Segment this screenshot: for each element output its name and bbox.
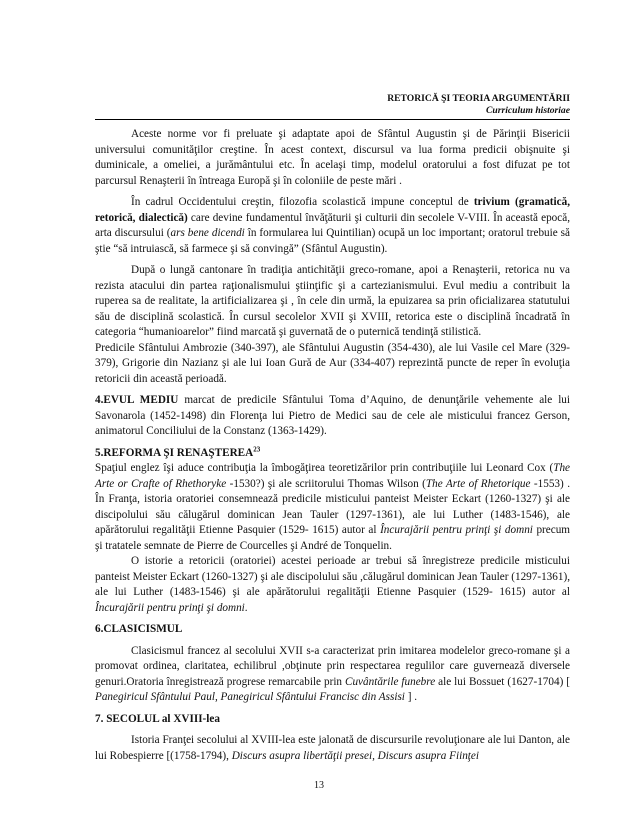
paragraph-4: Predicile Sfântului Ambrozie (340-397), ale Sfântului Augustin (354-430), ale lui Vasile cel Mare (329-379), Grigorie din Nazianz şi ale lui Ioan Gură de Aur (334-407) reprezintă puncte de reper în evoluţia retoricii din această perioadă. — [95, 341, 570, 385]
trivium-term: trivium — [473, 196, 510, 208]
s5-text-a: Spaţiul englez îşi aduce contribuţia la îmbogăţirea teoretizărilor prin contribuţiile lui Leonard Cox ( — [95, 462, 554, 474]
section-6-heading: 6.CLASICISMUL — [95, 623, 183, 635]
s5-text-c: -1530?) şi ale scriitorului Thomas Wilson ( — [226, 477, 426, 490]
s5-text-e: -1553) . În Franţa, istoria oratoriei consemnează predicile misticului panteist Meister Eckart (1260-1327) şi ale discipolului său călugărul dominican Jean Tauler (1297-1361), ale lui Luther (1483-1546), ale apărătorului regalităţii Etienne Pasquier (1529- 1615) autor al — [95, 477, 570, 536]
p2-text-e: în formularea lui Quintilian) ocupă un loc important; oratorul trebuie să ştie “să intruiască, să farmece şi să convingă” (Sfântul Augustin). — [95, 227, 570, 255]
section-evul-mediu — [95, 393, 570, 440]
section-4-heading: 4.EVUL MEDIU — [95, 394, 179, 406]
running-header — [387, 93, 570, 117]
s7-text-a: Istoria Franţei secolului al XVIII-lea este jalonată de discursurile revoluţionare ale lui Danton, ale lui Robespierre [(1758-1794), — [95, 734, 570, 762]
header-title: RETORICĂ ŞI TEORIA ARGUMENTĂRII — [387, 93, 570, 104]
s5-p2-text-a: O istorie a retoricii (oratoriei) acestei perioade ar trebui să înregistreze predicile misticului panteist Meister Eckart (1260-1327) şi ale discipolului său ,călugărul dominican Jean Tauler (1297-1361), ale lui Luther (1483-1546) şi ale apărătorului regalităţii Etienne Pasquier (1529- 1615) autor al — [95, 555, 570, 598]
section-4-text: marcat de predicile Sfântului Toma d’Aquino, de denunţările vehemente ale lui Savonarola (1452-1498) din Florenţa lui Pietro de Medici sau de cele ale misticului francez Gerson, animatorul Conciliului de la Constanz (1363-1429). — [95, 394, 571, 437]
p2-text-c: care devine fundamentul învăţăturii şi culturii din secolele V-VIII. În această epocă, arta discursului ( — [95, 211, 570, 239]
page-number: 13 — [314, 780, 324, 791]
robespierre-titles: Discurs asupra libertăţii presei, Discurs asupra Fiinţei — [231, 749, 479, 762]
trivium-list: (gramatică, retorică, dialectică) — [95, 196, 570, 224]
cox-title: The Arte or Crafte of Rhethoryke — [95, 462, 570, 490]
section-7-paragraph — [95, 733, 570, 764]
s5-p2-text-c: . — [244, 601, 248, 614]
section-6-paragraph — [95, 644, 570, 706]
section-5-paragraph-2 — [95, 554, 570, 616]
paragraph-2 — [95, 195, 570, 257]
section-5-paragraph-1 — [95, 461, 570, 554]
header-rule — [95, 119, 570, 120]
ars-bene-dicendi: ars bene dicendi — [170, 227, 245, 239]
header-subtitle: Curriculum historiae — [486, 105, 570, 116]
p2-text-a: În cadrul Occidentului creştin, filozofia scolastică impune conceptul de — [131, 196, 474, 208]
paragraph-1: Aceste norme vor fi preluate şi adaptate apoi de Sfântul Augustin şi de Părinţii Bisericii universului comunităţilor creştine. În acest context, discursul va lua forma predicii obişnuite şi duminicale, a omeliei, a jurământului etc. În acelaşi timp, modelul oratorului a fost difuzat pe tot parcursul Renaşterii în întreaga Europă şi în coloniile de peste mări . — [95, 128, 570, 187]
pasquier-title: Încurajării pentru prinţi şi domni — [380, 524, 533, 536]
section-7-heading: 7. SECOLUL al XVIII-lea — [95, 712, 220, 725]
s5-text-g: precum şi tratatele semnate de Pierre de Courcelles şi André de Tonquelin. — [95, 524, 571, 552]
footnote-ref-23: 23 — [253, 444, 261, 453]
s6-text-a: Clasicismul francez al secolului XVII s-a caracterizat prin imitarea modelelor greco-romane şi a promovat ordinea, claritatea, echilibrul ,obţinute prin respectarea regulilor care guvernează diversele genuri.Oratoria înregistrează progrese remarcabile prin — [95, 644, 570, 688]
s6-text-c: ale lui Bossuet (1627-1704) [ — [435, 675, 570, 688]
bossuet-panegirice: Panegiricul Sfântului Paul, Panegiricul Sfântului Francisc din Assisi — [95, 691, 405, 703]
bossuet-funebre: Cuvântările funebre — [345, 675, 436, 688]
paragraph-3: După o lungă cantonare în tradiţia antichităţii greco-romane, apoi a Renaşterii, retorica nu va rezista atacului din partea raţionalismului ştiinţific şi a cartezianismului. Evul mediu a contribuit la ruperea sa de realitate, la artificializarea şi , în cele din urmă, la epuizarea sa prin oficializarea statutului său de disciplină scolastică. În cursul secolelor XVII şi XVIII, retorica este o disciplină încadrată în categoria “humanioarelor” fiind marcată şi guvernată de o puternică tendinţă stilistică. — [95, 264, 570, 338]
section-5-title: 5.REFORMA ŞI RENAŞTEREA — [95, 446, 254, 459]
section-5-heading — [95, 446, 570, 462]
main-text — [95, 127, 570, 770]
s6-text-e: ] . — [404, 691, 418, 703]
pasquier-title-2: Încurajării pentru prinţi şi domni — [95, 601, 245, 614]
wilson-title: The Arte of Rhetorique — [425, 477, 531, 490]
